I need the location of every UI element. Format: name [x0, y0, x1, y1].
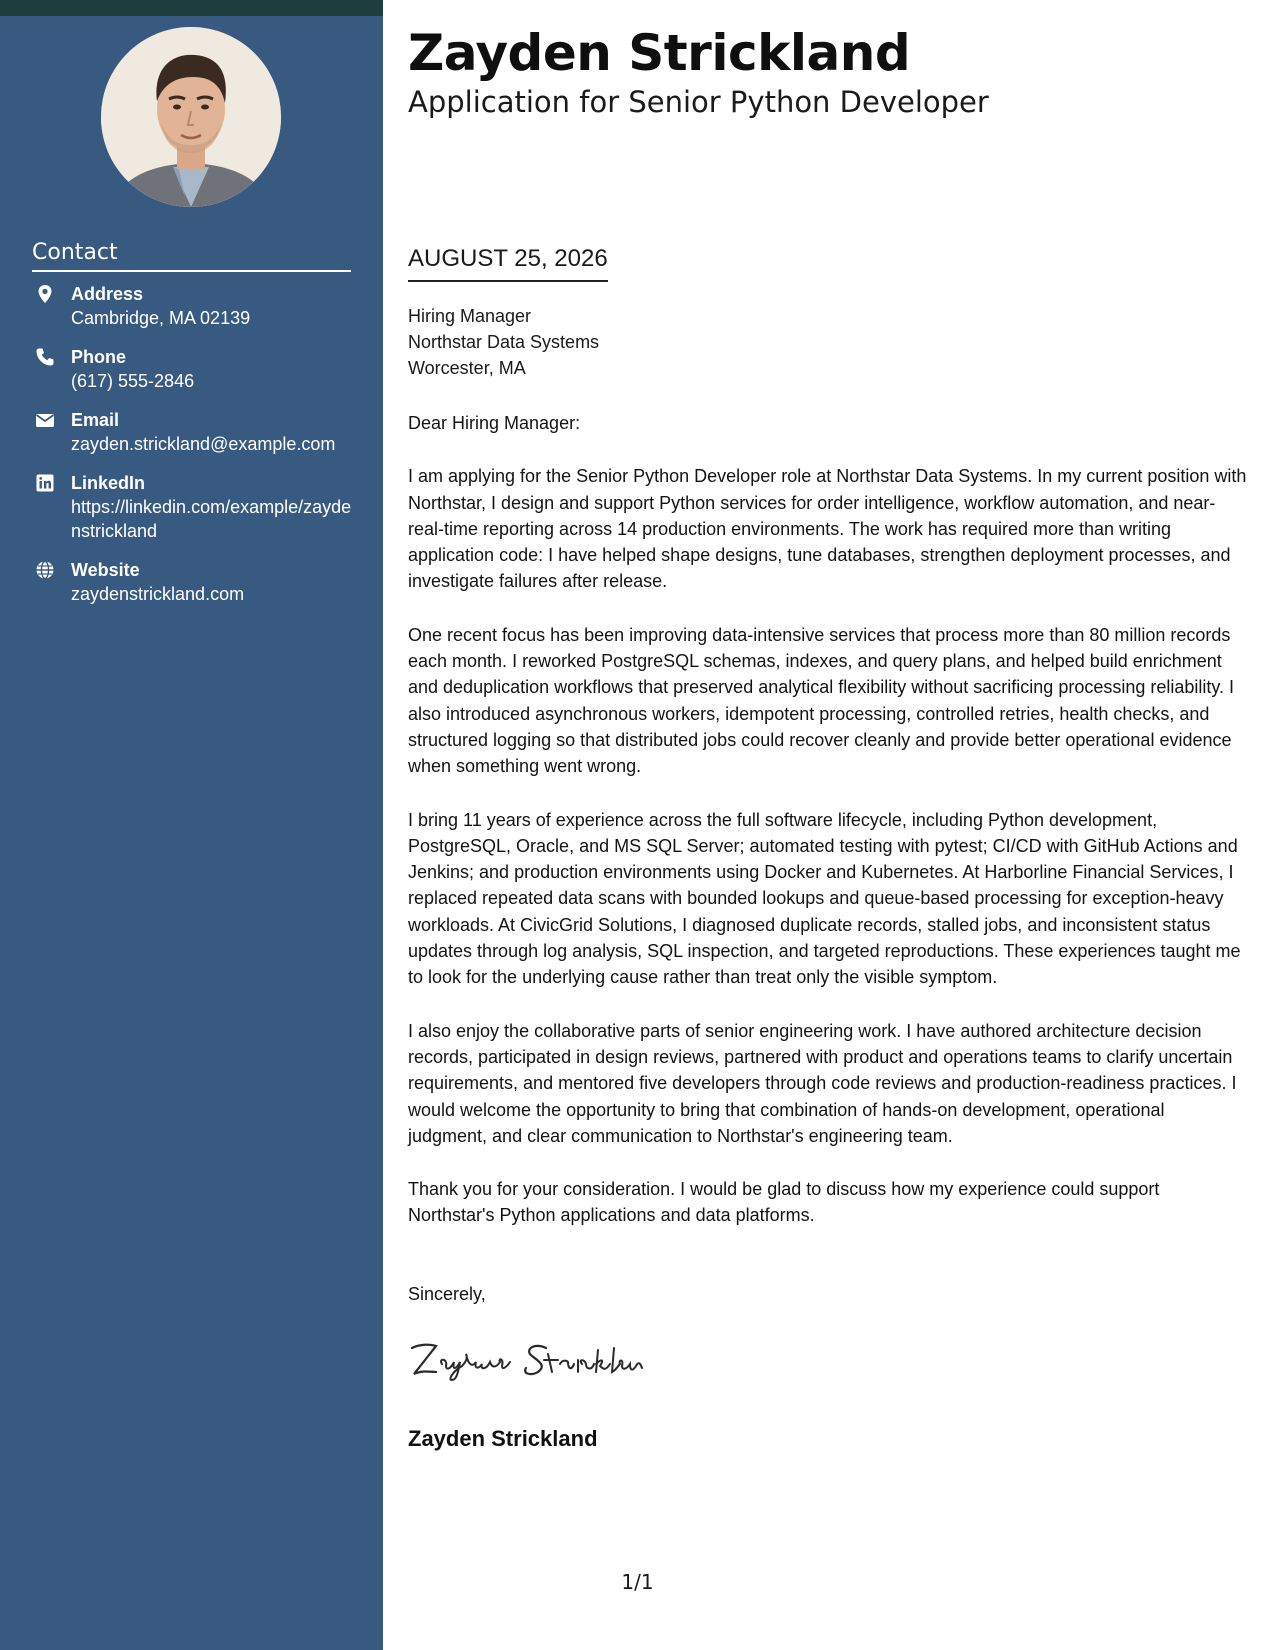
- contact-item-email: [32, 408, 352, 456]
- letter-body: [408, 410, 1248, 1256]
- contact-list: [32, 282, 352, 621]
- page-number: 1/1: [621, 1570, 654, 1594]
- contact-label: Address: [71, 284, 144, 304]
- contact-item-address: [32, 282, 352, 330]
- profile-photo: [101, 27, 281, 207]
- body-paragraph: I also enjoy the collaborative parts of senior engineering work. I have authored architecture decision records, participated in design reviews, partnered with product and operations teams to clarify uncertain requirements, and mentored five developers through code reviews and production-readiness practices. I would welcome the opportunity to bring that combination of hands-on development, operational judgment, and clear communication to Northstar's engineering team.: [408, 1020, 1237, 1146]
- contact-item-website: [32, 558, 352, 606]
- email-value[interactable]: zayden.strickland@example.com: [71, 434, 336, 454]
- envelope-icon: [35, 410, 55, 430]
- signature-image: [406, 1334, 676, 1384]
- website-value[interactable]: zaydenstrickland.com: [71, 584, 245, 604]
- linkedin-icon: [35, 473, 55, 493]
- applicant-name: Zayden Strickland: [408, 24, 911, 82]
- body-paragraph: I am applying for the Senior Python Developer role at Northstar Data Systems. In my current position with Northstar, I design and support Python services for order intelligence, workflow automation, and near-real-time reporting across 14 production environments. The work has required more than writing application code: I have helped shape designs, tune databases, strengthen deployment processes, and investigate failures after release.: [408, 466, 1247, 592]
- sidebar-top-bar: [0, 0, 383, 16]
- linkedin-value[interactable]: https://linkedin.com/example/zaydenstrickland: [71, 497, 352, 541]
- recipient-line: Northstar Data Systems: [408, 332, 600, 352]
- globe-icon: [35, 560, 55, 580]
- contact-item-phone: [32, 345, 352, 393]
- recipient-line: Hiring Manager: [408, 306, 532, 326]
- sidebar: [0, 0, 383, 1650]
- phone-value: (617) 555-2846: [71, 371, 195, 391]
- map-pin-icon: [35, 284, 55, 304]
- signer-name: Zayden Strickland: [408, 1426, 598, 1451]
- letter-date: AUGUST 25, 2026: [408, 244, 608, 282]
- address-value: Cambridge, MA 02139: [71, 308, 251, 328]
- recipient-line: Worcester, MA: [408, 358, 526, 378]
- contact-label: Website: [71, 560, 140, 580]
- phone-icon: [35, 347, 55, 367]
- contact-label: Email: [71, 410, 120, 430]
- body-paragraph: One recent focus has been improving data-intensive services that process more than 80 million records each month. I reworked PostgreSQL schemas, indexes, and query plans, and helped build enrichment and deduplication workflows that preserved analytical flexibility without sacrificing processing reliability. I also introduced asynchronous workers, idempotent processing, controlled retries, health checks, and structured logging so that distributed jobs could recover cleanly and provide better operational evidence when something went wrong.: [408, 624, 1235, 777]
- recipient-block: [408, 303, 599, 381]
- application-subtitle: Application for Senior Python Developer: [408, 85, 989, 119]
- body-paragraph: I bring 11 years of experience across the full software lifecycle, including Python development, PostgreSQL, Oracle, and MS SQL Server; automated testing with pytest; CI/CD with GitHub Actions and Jenkins; and production environments using Docker and Kubernetes. At Harborline Financial Services, I replaced repeated data scans with bounded lookups and queue-based processing for exception-heavy workloads. At CivicGrid Solutions, I diagnosed duplicate records, stalled jobs, and inconsistent status updates through log analysis, SQL inspection, and targeted reproductions. These experiences taught me to look for the underlying cause rather than treat only the visible symptom.: [408, 809, 1241, 988]
- contact-label: LinkedIn: [71, 473, 146, 493]
- salutation: Dear Hiring Manager:: [408, 413, 581, 433]
- contact-heading: Contact: [32, 240, 351, 272]
- contact-label: Phone: [71, 347, 127, 367]
- closing: Sincerely,: [408, 1284, 486, 1304]
- body-paragraph: Thank you for your consideration. I would be glad to discuss how my experience could support Northstar's Python applications and data platforms.: [408, 1179, 1160, 1226]
- contact-item-linkedin: [32, 471, 352, 543]
